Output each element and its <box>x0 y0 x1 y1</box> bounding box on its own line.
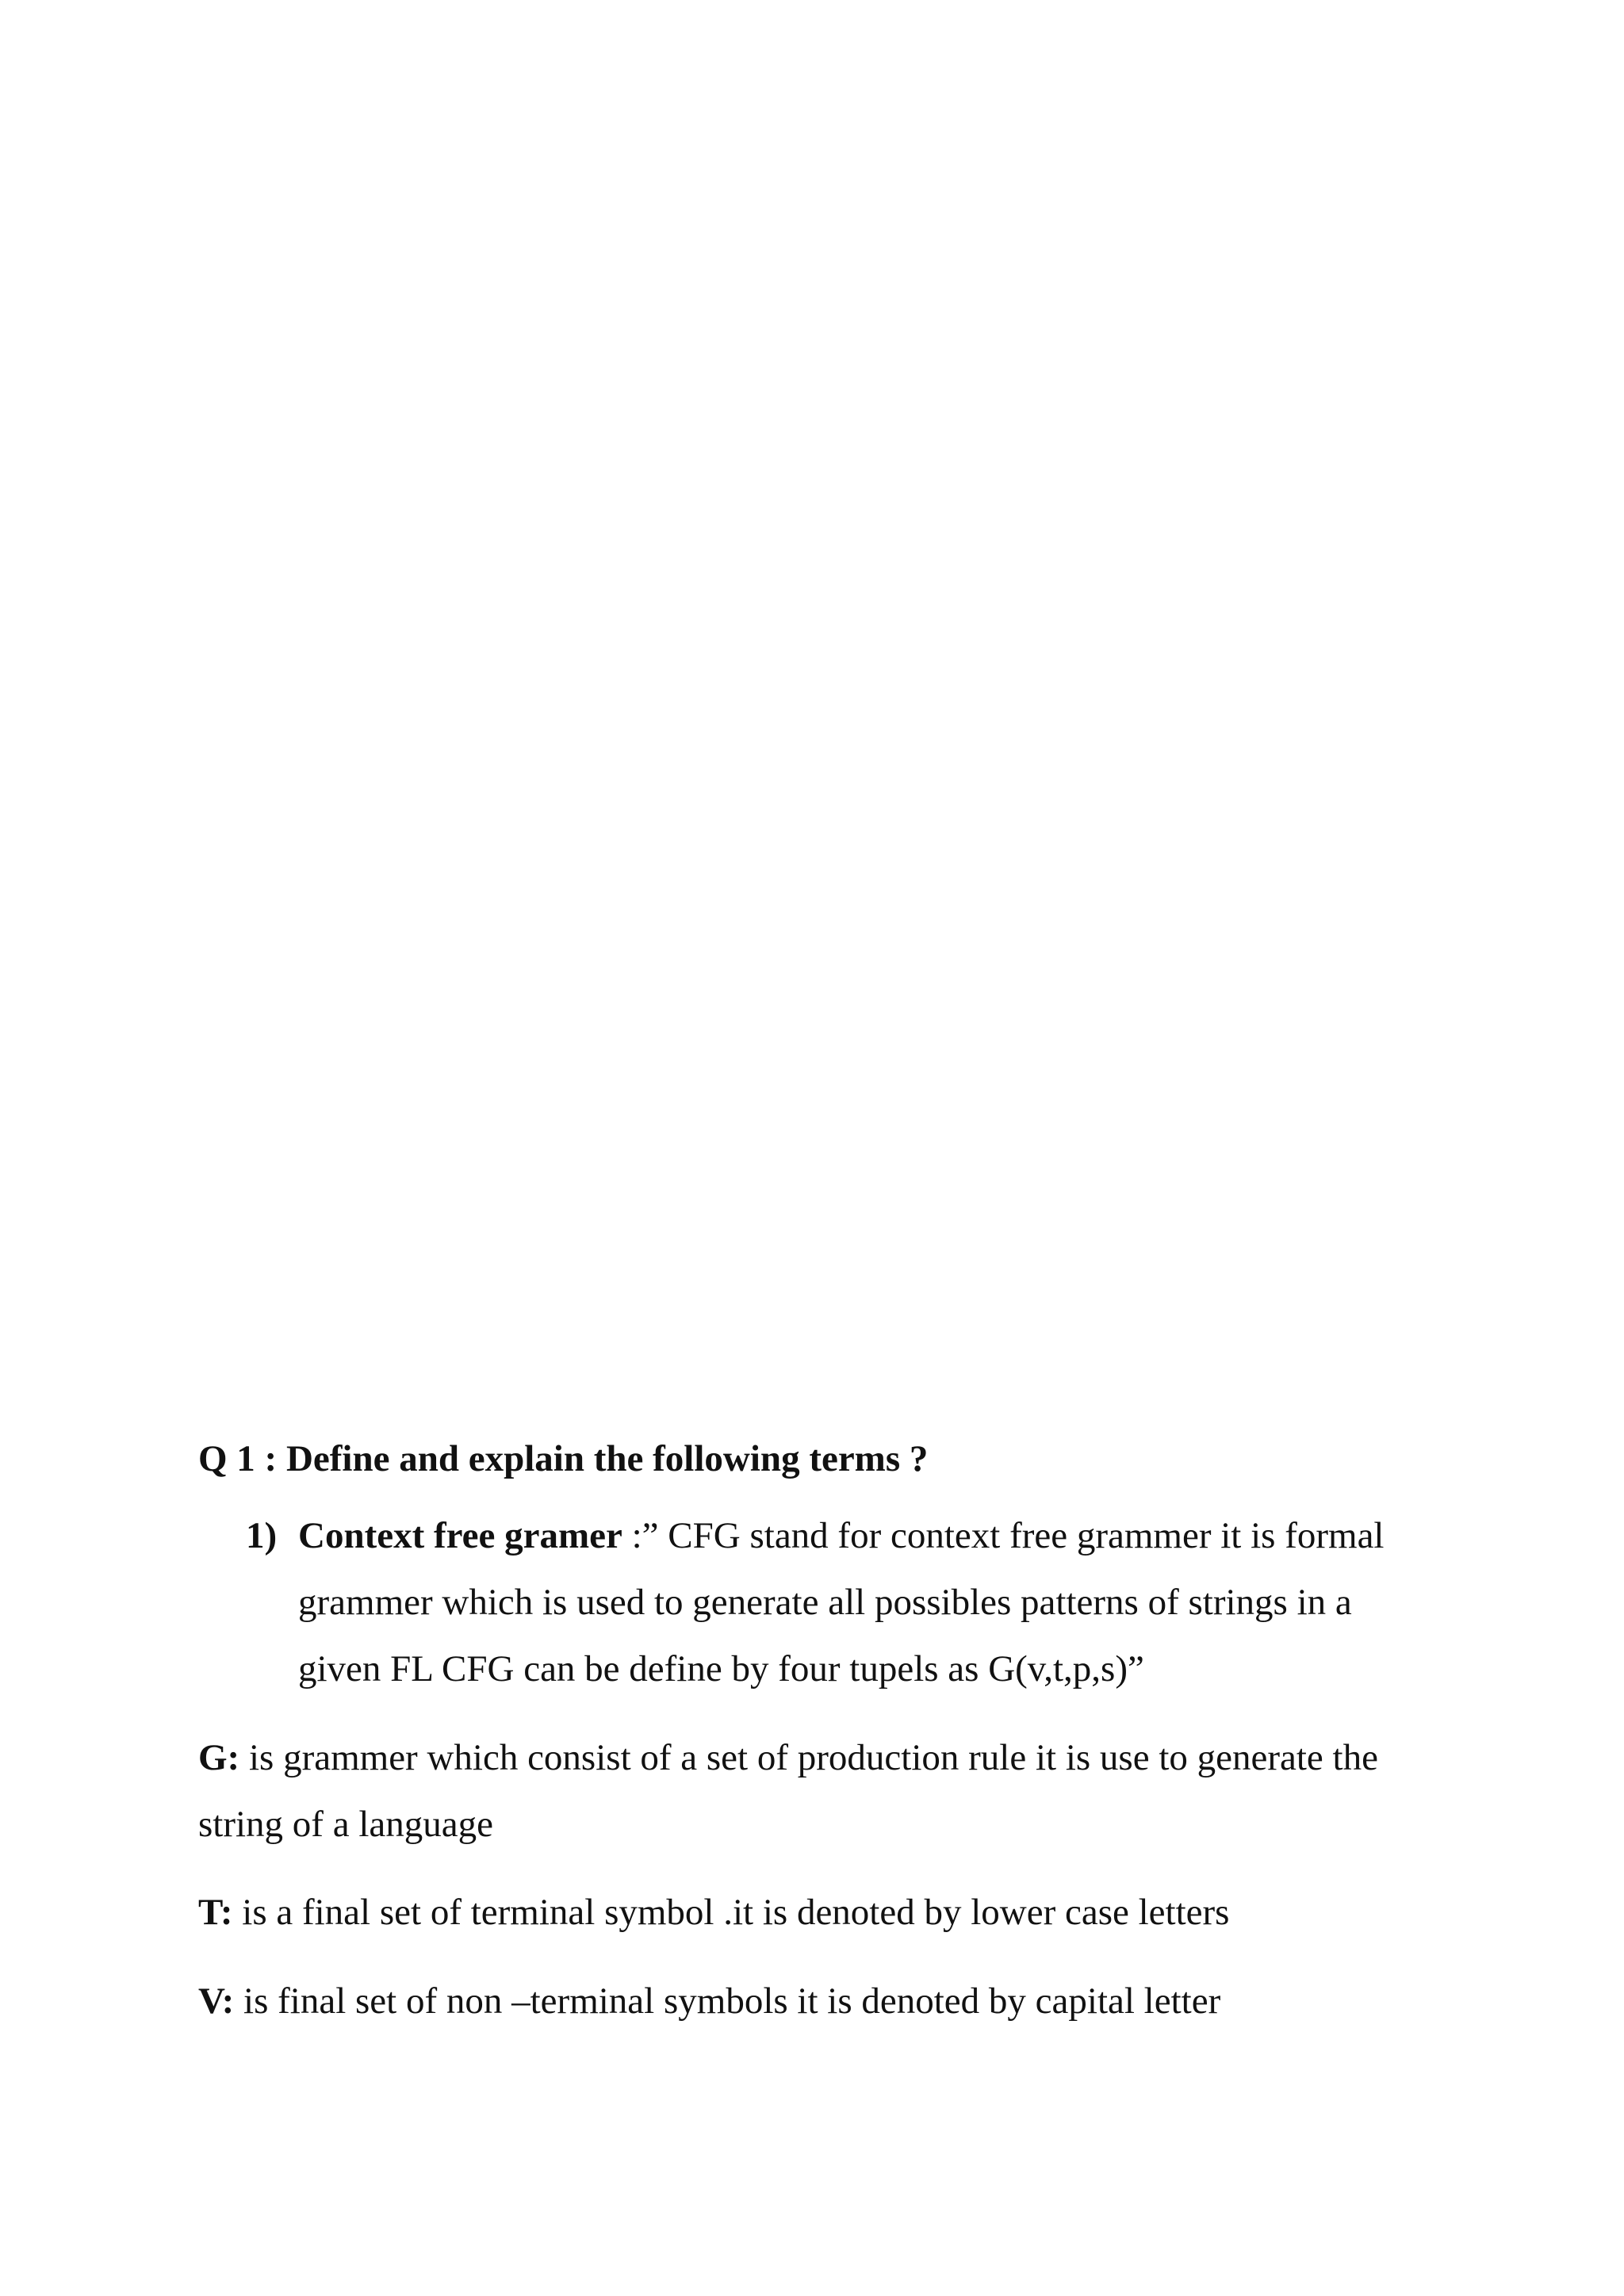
definition-text: is final set of non –terminal symbols it is denoted by capital letter <box>234 1980 1221 2022</box>
list-item-number: 1) <box>246 1515 278 1556</box>
definition-text: is grammer which consist of a set of production rule it is use to generate the string of a language <box>198 1737 1378 1845</box>
definition-t <box>198 1879 1451 1946</box>
list-item-text: :” CFG stand for context free grammer it is formal grammer which is used to generate all possibles patterns of strings in a given FL CFG can be define by four tupels as G(v,t,p,s)” <box>298 1515 1385 1689</box>
question-heading: Q 1 : Define and explain the following terms ? <box>198 1438 929 1479</box>
definition-label: G: <box>198 1737 240 1778</box>
list-item-body <box>298 1502 1435 1702</box>
definition-label: V: <box>198 1980 235 2022</box>
definition-v <box>198 1968 1451 2034</box>
list-item-term: Context free gramer <box>298 1515 622 1556</box>
definition-label: T: <box>198 1892 233 1933</box>
list-item-context-free-grammar <box>246 1502 1435 1702</box>
definition-text: is a final set of terminal symbol .it is denoted by lower case letters <box>232 1892 1230 1933</box>
definition-g <box>198 1724 1451 1858</box>
